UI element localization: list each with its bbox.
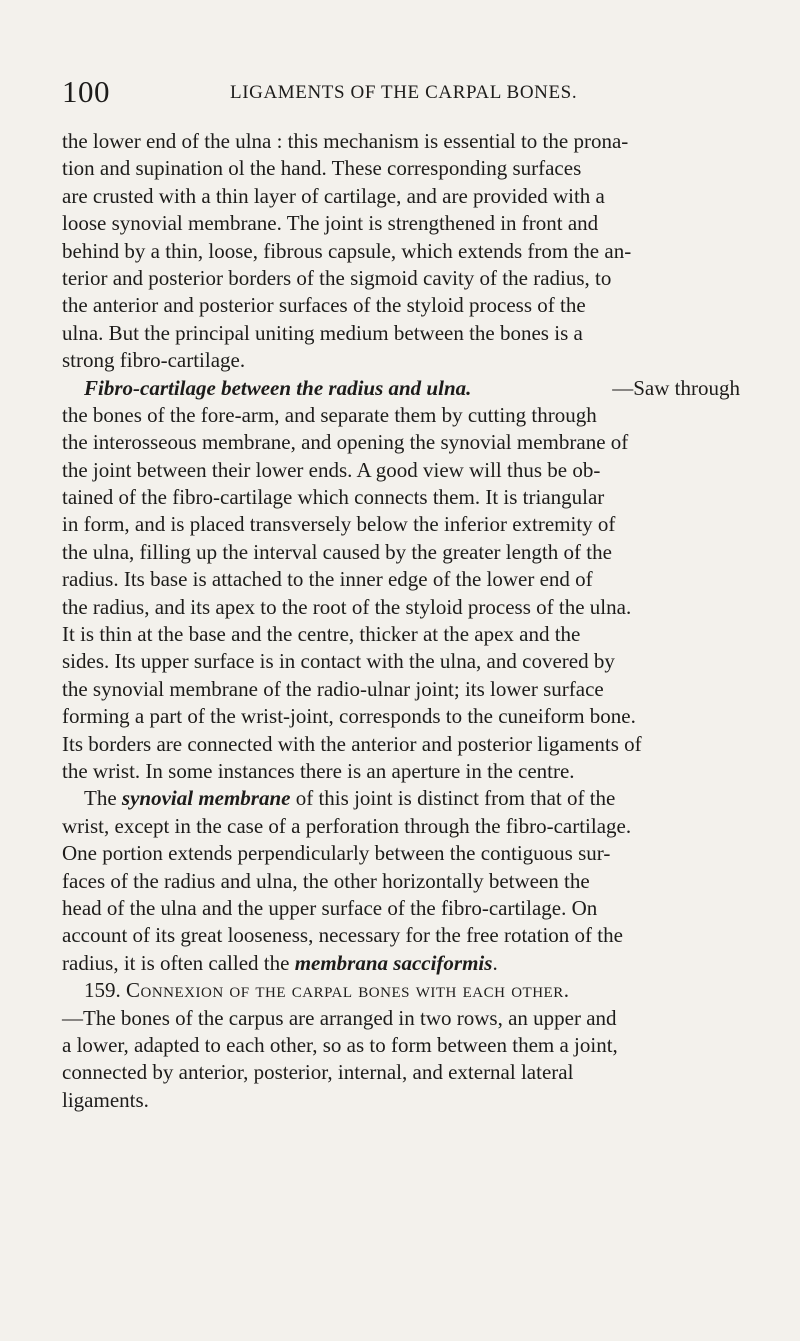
text-line: head of the ulna and the upper surface of the fibro-cartilage. On xyxy=(62,895,598,920)
text-line: ulna. But the principal uniting medium between the bones is a xyxy=(62,320,583,345)
text-line: in form, and is placed transversely below the inferior extremity of xyxy=(62,512,616,537)
text-line: —The bones of the carpus are arranged in two rows, an upper and xyxy=(62,1005,617,1030)
page-number: 100 xyxy=(62,74,110,109)
text-line: loose synovial membrane. The joint is strengthened in front and xyxy=(62,211,599,236)
text-line: radius. Its base is attached to the inner edge of the lower end of xyxy=(62,567,593,592)
text-line: One portion extends perpendicularly between the contiguous sur- xyxy=(62,841,611,866)
text-line: strong fibro-cartilage. xyxy=(62,348,246,373)
text-line: the anterior and posterior surfaces of the styloid process of the xyxy=(62,293,586,318)
text-line: the bones of the fore-arm, and separate them by cutting through xyxy=(62,402,597,427)
page-header xyxy=(62,74,742,110)
text-line: the lower end of the ulna : this mechanism is essential to the prona- xyxy=(62,129,629,153)
text-line: faces of the radius and ulna, the other horizontally between the xyxy=(62,868,590,893)
text-line: tion and supination ol the hand. These corresponding surfaces xyxy=(62,156,582,181)
text-line: the synovial membrane of the radio-ulnar joint; its lower surface xyxy=(62,676,604,701)
text-line: the ulna, filling up the interval caused by the greater length of the xyxy=(62,539,612,564)
section-heading-fibro-cartilage: Fibro-cartilage between the radius and ulna. xyxy=(84,375,472,400)
text-line: connected by anterior, posterior, internal, and external lateral xyxy=(62,1060,574,1085)
section-number: 159. xyxy=(84,978,126,1003)
text-line: the wrist. In some instances there is an aperture in the centre. xyxy=(62,758,575,783)
text-line: radius, it is often called the membrana sacciformis. xyxy=(62,950,498,975)
text-line: Its borders are connected with the anterior and posterior ligaments of xyxy=(62,731,642,756)
section-heading-line: 159. Connexion of the carpal bones with each other. xyxy=(84,978,569,1003)
text-line: wrist, except in the case of a perforation through the fibro-cartilage. xyxy=(62,813,632,838)
text-line: It is thin at the base and the centre, thicker at the apex and the xyxy=(62,622,581,647)
text-line: terior and posterior borders of the sigmoid cavity of the radius, to xyxy=(62,265,612,290)
text-line: sides. Its upper surface is in contact with the ulna, and covered by xyxy=(62,649,615,674)
text-line: ligaments. xyxy=(62,1087,149,1112)
text-line: tained of the fibro-cartilage which connects them. It is triangular xyxy=(62,485,605,510)
text-line: are crusted with a thin layer of cartilage, and are provided with a xyxy=(62,183,605,208)
text-line: account of its great looseness, necessary for the free rotation of the xyxy=(62,923,623,948)
running-head: LIGAMENTS OF THE CARPAL BONES. xyxy=(230,82,578,103)
section-heading-connexion: Connexion of the carpal bones with each other xyxy=(126,978,564,1003)
text-line: The synovial membrane of this joint is distinct from that of the xyxy=(84,786,616,811)
text-line: behind by a thin, loose, fibrous capsule, which extends from the an- xyxy=(62,238,632,263)
text-line: forming a part of the wrist-joint, corresponds to the cuneiform bone. xyxy=(62,704,636,729)
text-line: the interosseous membrane, and opening the synovial membrane of xyxy=(62,430,629,455)
text-line: the joint between their lower ends. A good view will thus be ob- xyxy=(62,457,601,482)
body-text xyxy=(62,128,740,1114)
term-synovial-membrane: synovial membrane xyxy=(121,786,291,811)
term-membrana-sacciformis: membrana sacciformis xyxy=(294,950,493,975)
section-heading-line: Fibro-cartilage between the radius and ulna. —Saw through xyxy=(62,375,740,402)
text-line: a lower, adapted to each other, so as to form between them a joint, xyxy=(62,1032,618,1057)
text-line: the radius, and its apex to the root of the styloid process of the ulna. xyxy=(62,594,632,619)
